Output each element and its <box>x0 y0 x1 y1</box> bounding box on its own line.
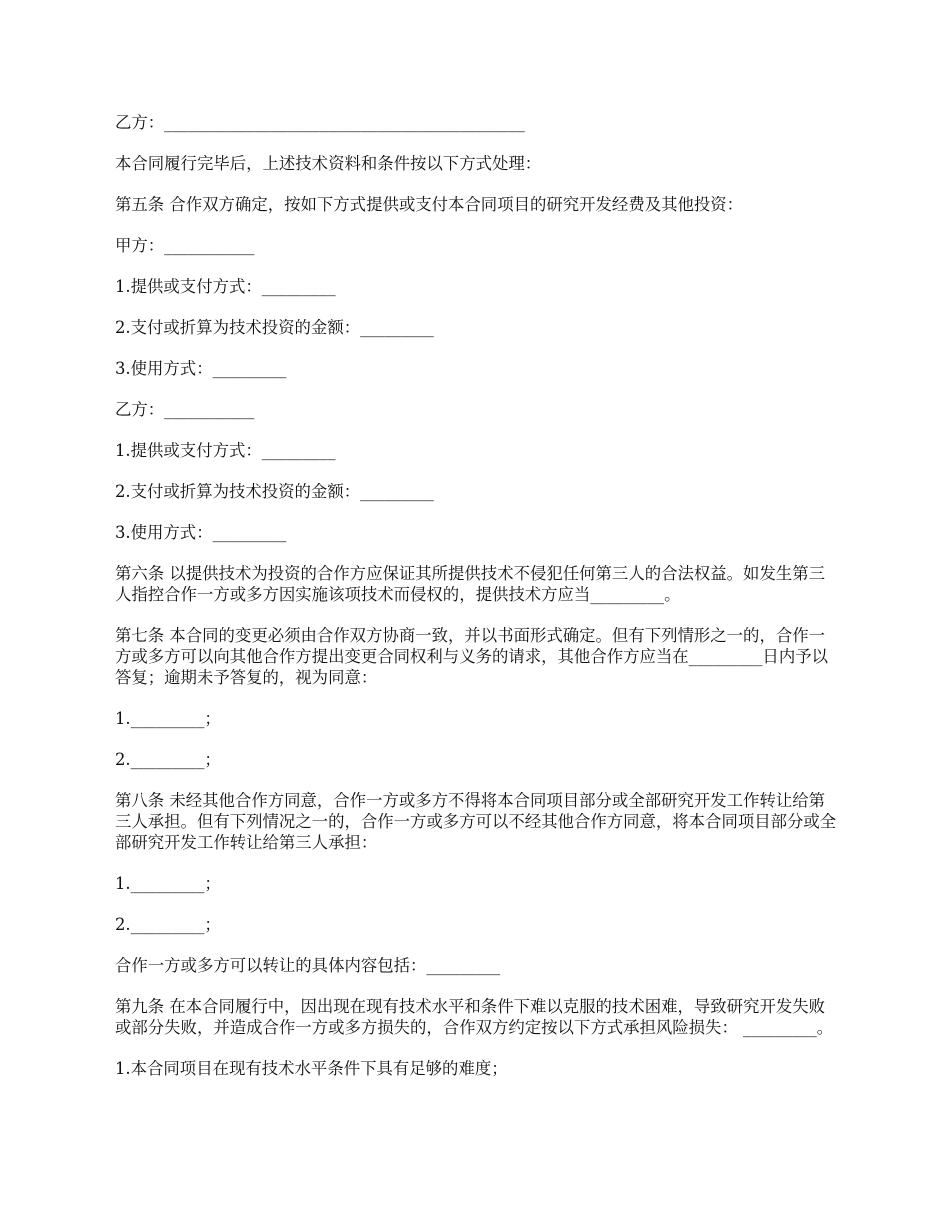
party-b-payment-method: 1.提供或支付方式：_________ <box>115 441 336 460</box>
article-8-item-1: 1._________； <box>115 874 221 893</box>
party-b-label: 乙方：___________ <box>115 400 255 419</box>
party-a-usage-method: 3.使用方式：_________ <box>115 359 287 378</box>
article-7: 第七条 本合同的变更必须由合作双方协商一致，并以书面形式确定。但有下列情形之一的，合作一方或多方可以向其他合作方提出变更合同权利与义务的请求，其他合作方应当在_________日内予以答复；逾期未予答复的，视为同意： <box>115 626 828 687</box>
party-b-investment-amount: 2.支付或折算为技术投资的金额：_________ <box>115 482 434 501</box>
article-9-item-1: 1.本合同项目在现有技术水平条件下具有足够的难度； <box>115 1059 508 1078</box>
article-7-item-2: 2._________； <box>115 750 221 769</box>
article-9: 第九条 在本合同履行中，因出现在现有技术水平和条件下难以克服的技术困难，导致研究开发失败或部分失败，并造成合作一方或多方损失的，合作双方约定按以下方式承担风险损失： _________。 <box>115 997 834 1037</box>
party-b-line: 乙方：____________________________________________ <box>115 113 525 132</box>
post-completion-handling: 本合同履行完毕后，上述技术资料和条件按以下方式处理： <box>115 154 542 173</box>
party-a-payment-method: 1.提供或支付方式：_________ <box>115 277 336 296</box>
article-8: 第八条 未经其他合作方同意，合作一方或多方不得将本合同项目部分或全部研究开发工作转让给第三人承担。但有下列情况之一的，合作一方或多方可以不经其他合作方同意，将本合同项目部分或全部研究开发工作转让给第三人承担： <box>115 791 837 852</box>
article-6: 第六条 以提供技术为投资的合作方应保证其所提供技术不侵犯任何第三人的合法权益。如发生第三人指控合作一方或多方因实施该项技术而侵权的，提供技术方应当_________。 <box>115 564 826 604</box>
article-5-heading: 第五条 合作双方确定，按如下方式提供或支付本合同项目的研究开发经费及其他投资： <box>115 195 744 214</box>
transferable-content: 合作一方或多方可以转让的具体内容包括：_________ <box>115 956 501 975</box>
document-body <box>115 112 837 1099</box>
party-a-investment-amount: 2.支付或折算为技术投资的金额：_________ <box>115 318 434 337</box>
article-7-item-1: 1._________； <box>115 709 221 728</box>
party-a-label: 甲方：___________ <box>115 236 255 255</box>
party-b-usage-method: 3.使用方式：_________ <box>115 523 287 542</box>
article-8-item-2: 2._________； <box>115 915 221 934</box>
